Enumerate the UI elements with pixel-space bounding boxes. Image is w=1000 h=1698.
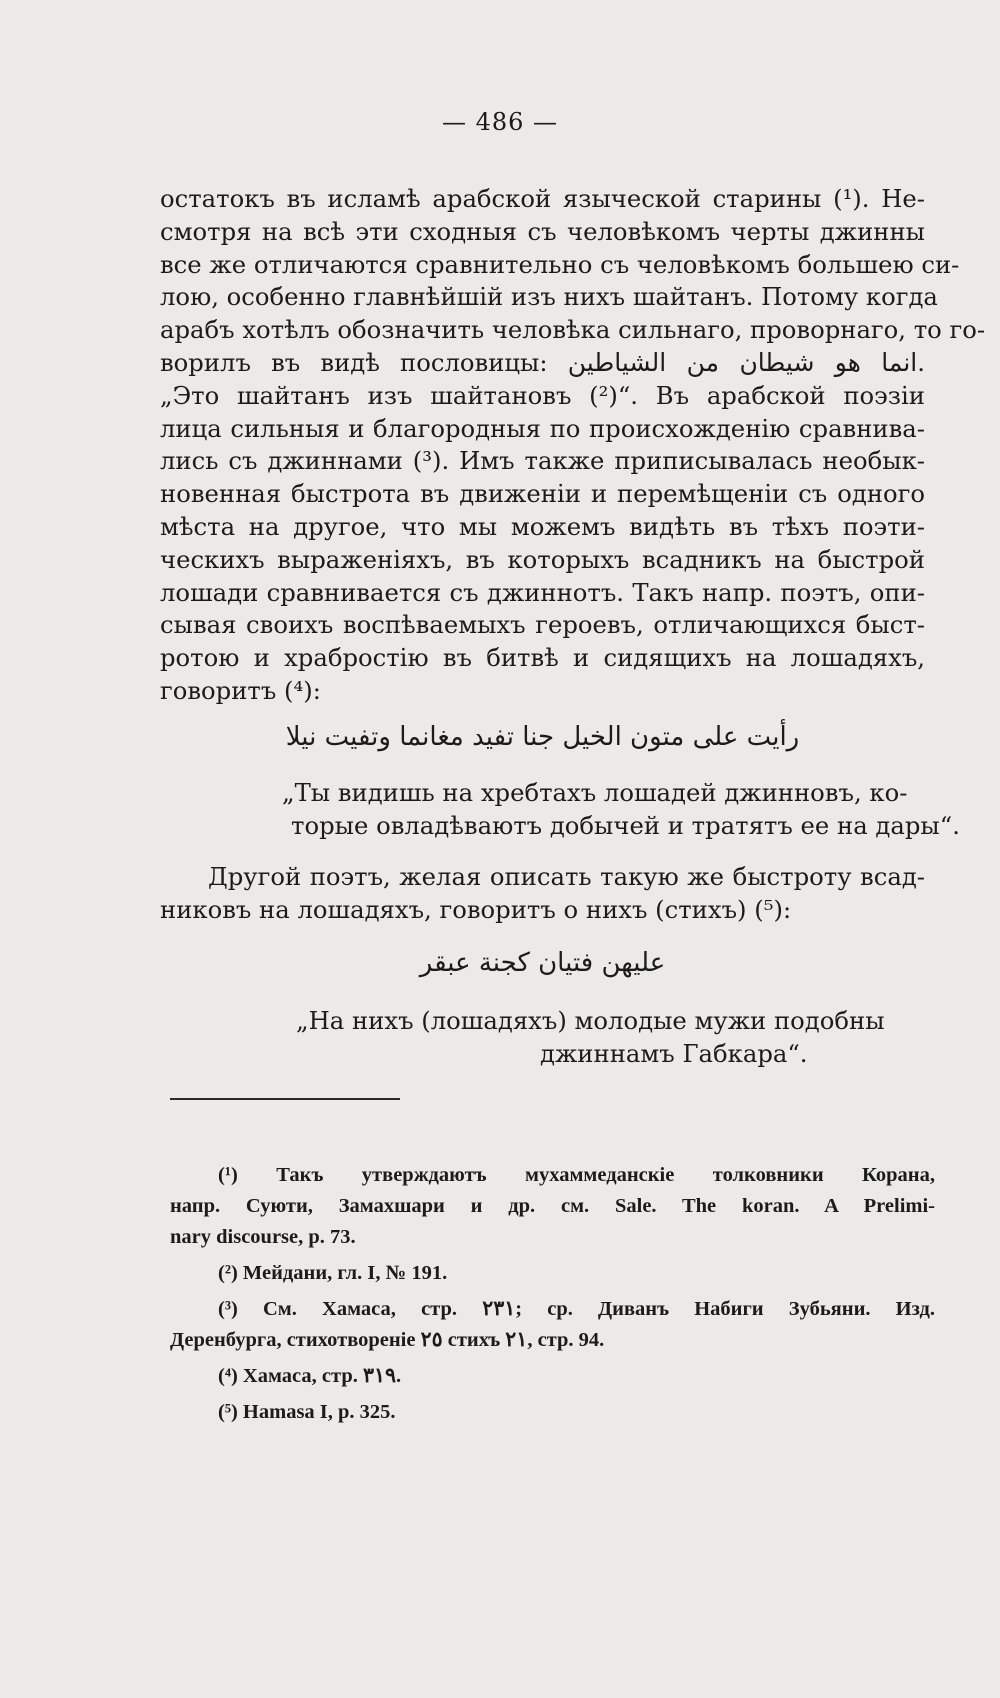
text-line: никовъ на лошадяхъ, говоритъ о нихъ (стихъ) (⁵): bbox=[160, 894, 792, 924]
translation-line: „На нихъ (лошадяхъ) молодые мужи подобны bbox=[296, 1006, 885, 1035]
text-line: все же отличаются сравнительно съ человѣкомъ большею си- bbox=[160, 249, 960, 279]
footnote-divider bbox=[170, 1098, 400, 1100]
translation-line: „Ты видишь на хребтахъ лошадей джинновъ, ко- bbox=[282, 778, 908, 807]
footnote-line: (³) См. Хамаса, стр. ٢٣١; ср. Диванъ Набиги Зубьяни. Изд. bbox=[218, 1298, 935, 1320]
footnote-line: (²) Мейдани, гл. I, № 191. bbox=[218, 1262, 448, 1284]
text-line: лись съ джиннами (³). Имъ также приписывалась необык- bbox=[160, 446, 925, 476]
footnotes bbox=[170, 1160, 935, 1428]
page-number: — 486 — bbox=[441, 108, 559, 136]
footnote-line: (⁵) Hamasa I, p. 325. bbox=[218, 1401, 396, 1423]
text-line: лою, особенно главнѣйшiй изъ нихъ шайтанъ. Потому когда bbox=[160, 282, 938, 312]
proverb-arabic: انما هو شيطان من الشياطين bbox=[567, 347, 918, 377]
footnote-2 bbox=[170, 1258, 935, 1289]
translation-line: торые овладѣваютъ добычей и тратятъ ее на дары“. bbox=[291, 810, 960, 840]
translation-line: джиннамъ Габкара“. bbox=[540, 1038, 808, 1068]
text-line: лошади сравнивается съ джиннотъ. Такъ напр. поэтъ, опи- bbox=[160, 577, 925, 607]
text-line: ческихъ выраженiяхъ, въ которыхъ всадникъ на быстрой bbox=[160, 544, 925, 574]
text-line: остатокъ въ исламѣ арабской языческой старины (¹). Не- bbox=[160, 184, 925, 213]
main-paragraph-1 bbox=[160, 183, 986, 708]
footnote-3 bbox=[170, 1294, 935, 1356]
text-line: новенная быстрота въ движенiи и перемѣщенiи съ одного bbox=[160, 479, 925, 509]
verse-2-arabic: عليهن فتيان كجنة عبقر bbox=[419, 948, 666, 978]
main-paragraph-2 bbox=[160, 861, 925, 927]
proverb-prefix: ворилъ въ видѣ пословицы: bbox=[160, 347, 548, 377]
footnote-line: nary discourse, p. 73. bbox=[170, 1226, 356, 1248]
footnote-line: напр. Суюти, Замахшари и др. см. Sale. The koran. A Prelimi- bbox=[170, 1195, 935, 1217]
verse-2-translation bbox=[296, 1005, 885, 1071]
text-line: „Это шайтанъ изъ шайтановъ (²)“. Въ арабской поэзiи bbox=[160, 380, 925, 410]
footnote-1 bbox=[170, 1160, 935, 1253]
footnote-line: (⁴) Хамаса, стр. ٣١٩. bbox=[218, 1365, 402, 1387]
footnote-line: Деренбурга, стихотворенiе ٢٥ стихъ ٢١, стр. 94. bbox=[170, 1329, 605, 1351]
footnote-line: (¹) Такъ утверждаютъ мухаммеданскiе толковники Корана, bbox=[218, 1164, 935, 1186]
text-line: ротою и храбростiю въ битвѣ и сидящихъ на лошадяхъ, bbox=[160, 643, 925, 673]
footnote-4 bbox=[170, 1361, 935, 1392]
verse-1-arabic: رأيت على متون الخيل جنا تفيد مغانما وتفيت نيلا bbox=[285, 722, 800, 752]
verse-1-translation bbox=[282, 777, 960, 843]
proverb-line bbox=[160, 347, 925, 380]
text-line: Другой поэтъ, желая описать такую же быстроту всад- bbox=[208, 862, 925, 891]
text-line: арабъ хотѣлъ обозначить человѣка сильнаго, проворнаго, то го- bbox=[160, 315, 986, 345]
text-line: говоритъ (⁴): bbox=[160, 675, 321, 705]
text-line: мѣста на другое, что мы можемъ видѣть въ тѣхъ поэти- bbox=[160, 511, 925, 541]
text-line: смотря на всѣ эти сходныя съ человѣкомъ черты джинны bbox=[160, 216, 925, 246]
footnote-5 bbox=[170, 1397, 935, 1428]
text-line: лица сильныя и благородныя по происхожденiю сравнива- bbox=[160, 413, 925, 443]
proverb-suffix: . bbox=[917, 347, 925, 377]
text-line: сывая своихъ воспѣваемыхъ героевъ, отличающихся быст- bbox=[160, 610, 925, 640]
